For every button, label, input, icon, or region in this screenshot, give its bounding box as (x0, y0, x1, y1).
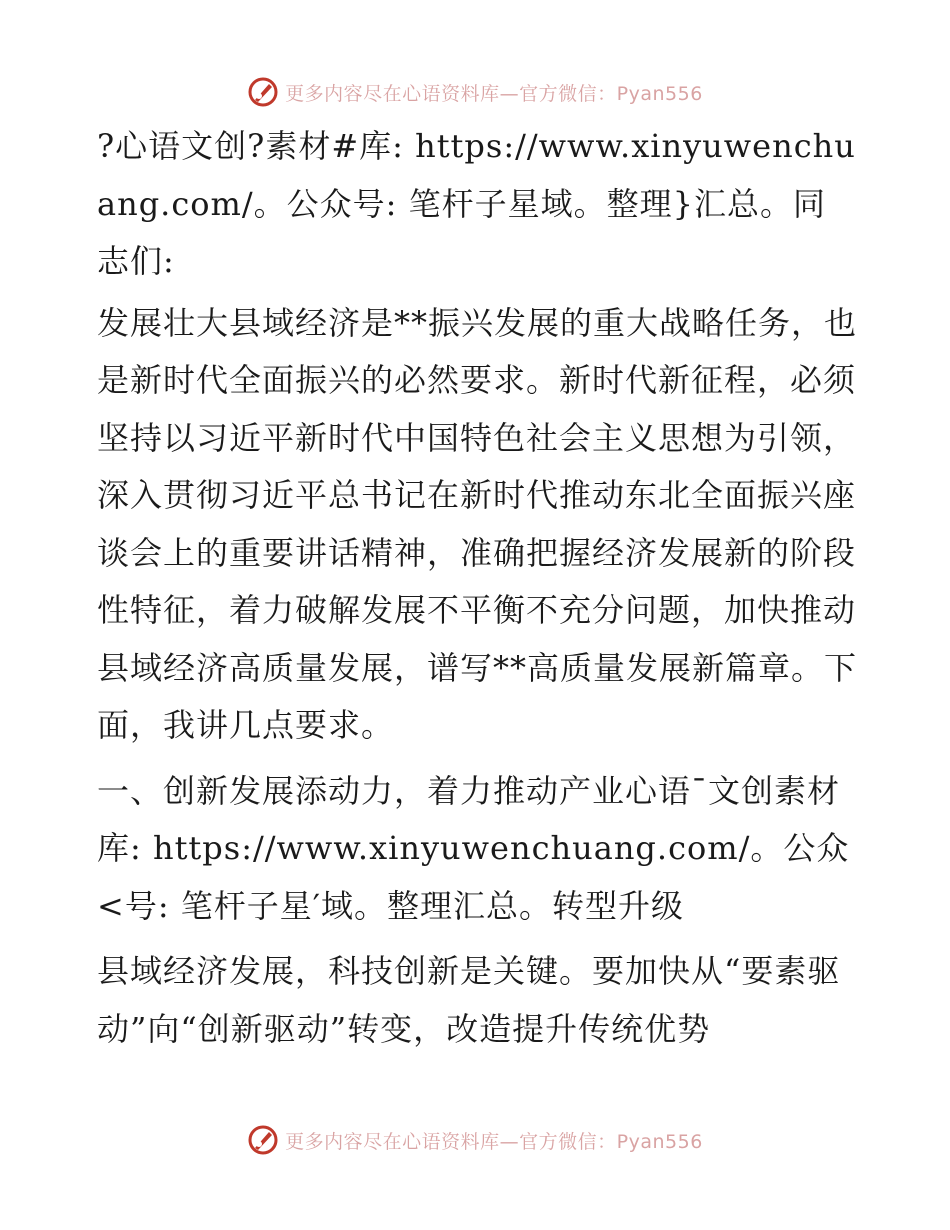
watermark-text: 更多内容尽在心语资料库—官方微信：Pyan556 (285, 1130, 703, 1153)
footer-watermark (0, 1120, 950, 1160)
watermark-text: 更多内容尽在心语资料库—官方微信：Pyan556 (285, 82, 703, 105)
section-heading-1: 一、创新发展添动力，着力推动产业心语¯文创素材库: https://www.xinyuwenchuang.com/。公众<号: 笔杆子星′域。整理汇总。转型升级 (97, 771, 850, 925)
quill-seal-icon (247, 76, 279, 108)
paragraph-section-1: 县域经济发展，科技创新是关键。要加快从“要素驱动”向“创新驱动”转变，改造提升传统优势 (97, 952, 841, 1048)
document-body (97, 118, 857, 1066)
paragraph-intro: ?心语文创?素材#库: https://www.xinyuwenchuang.com/。公众号: 笔杆子星域。整理}汇总。同志们: (97, 127, 856, 280)
quill-seal-icon (247, 1124, 279, 1156)
header-watermark (0, 72, 950, 112)
paragraph-main: 发展壮大县域经济是**振兴发展的重大战略任务，也是新时代全面振兴的必然要求。新时代新征程，必须坚持以习近平新时代中国特色社会主义思想为引领，深入贯彻习近平总书记在新时代推动东北全面振兴座谈会上的重要讲话精神，准确把握经济发展新的阶段性特征，着力破解发展不平衡不充分问题，加快推动县域经济高质量发展，谱写**高质量发展新篇章。下面，我讲几点要求。 (97, 303, 858, 744)
